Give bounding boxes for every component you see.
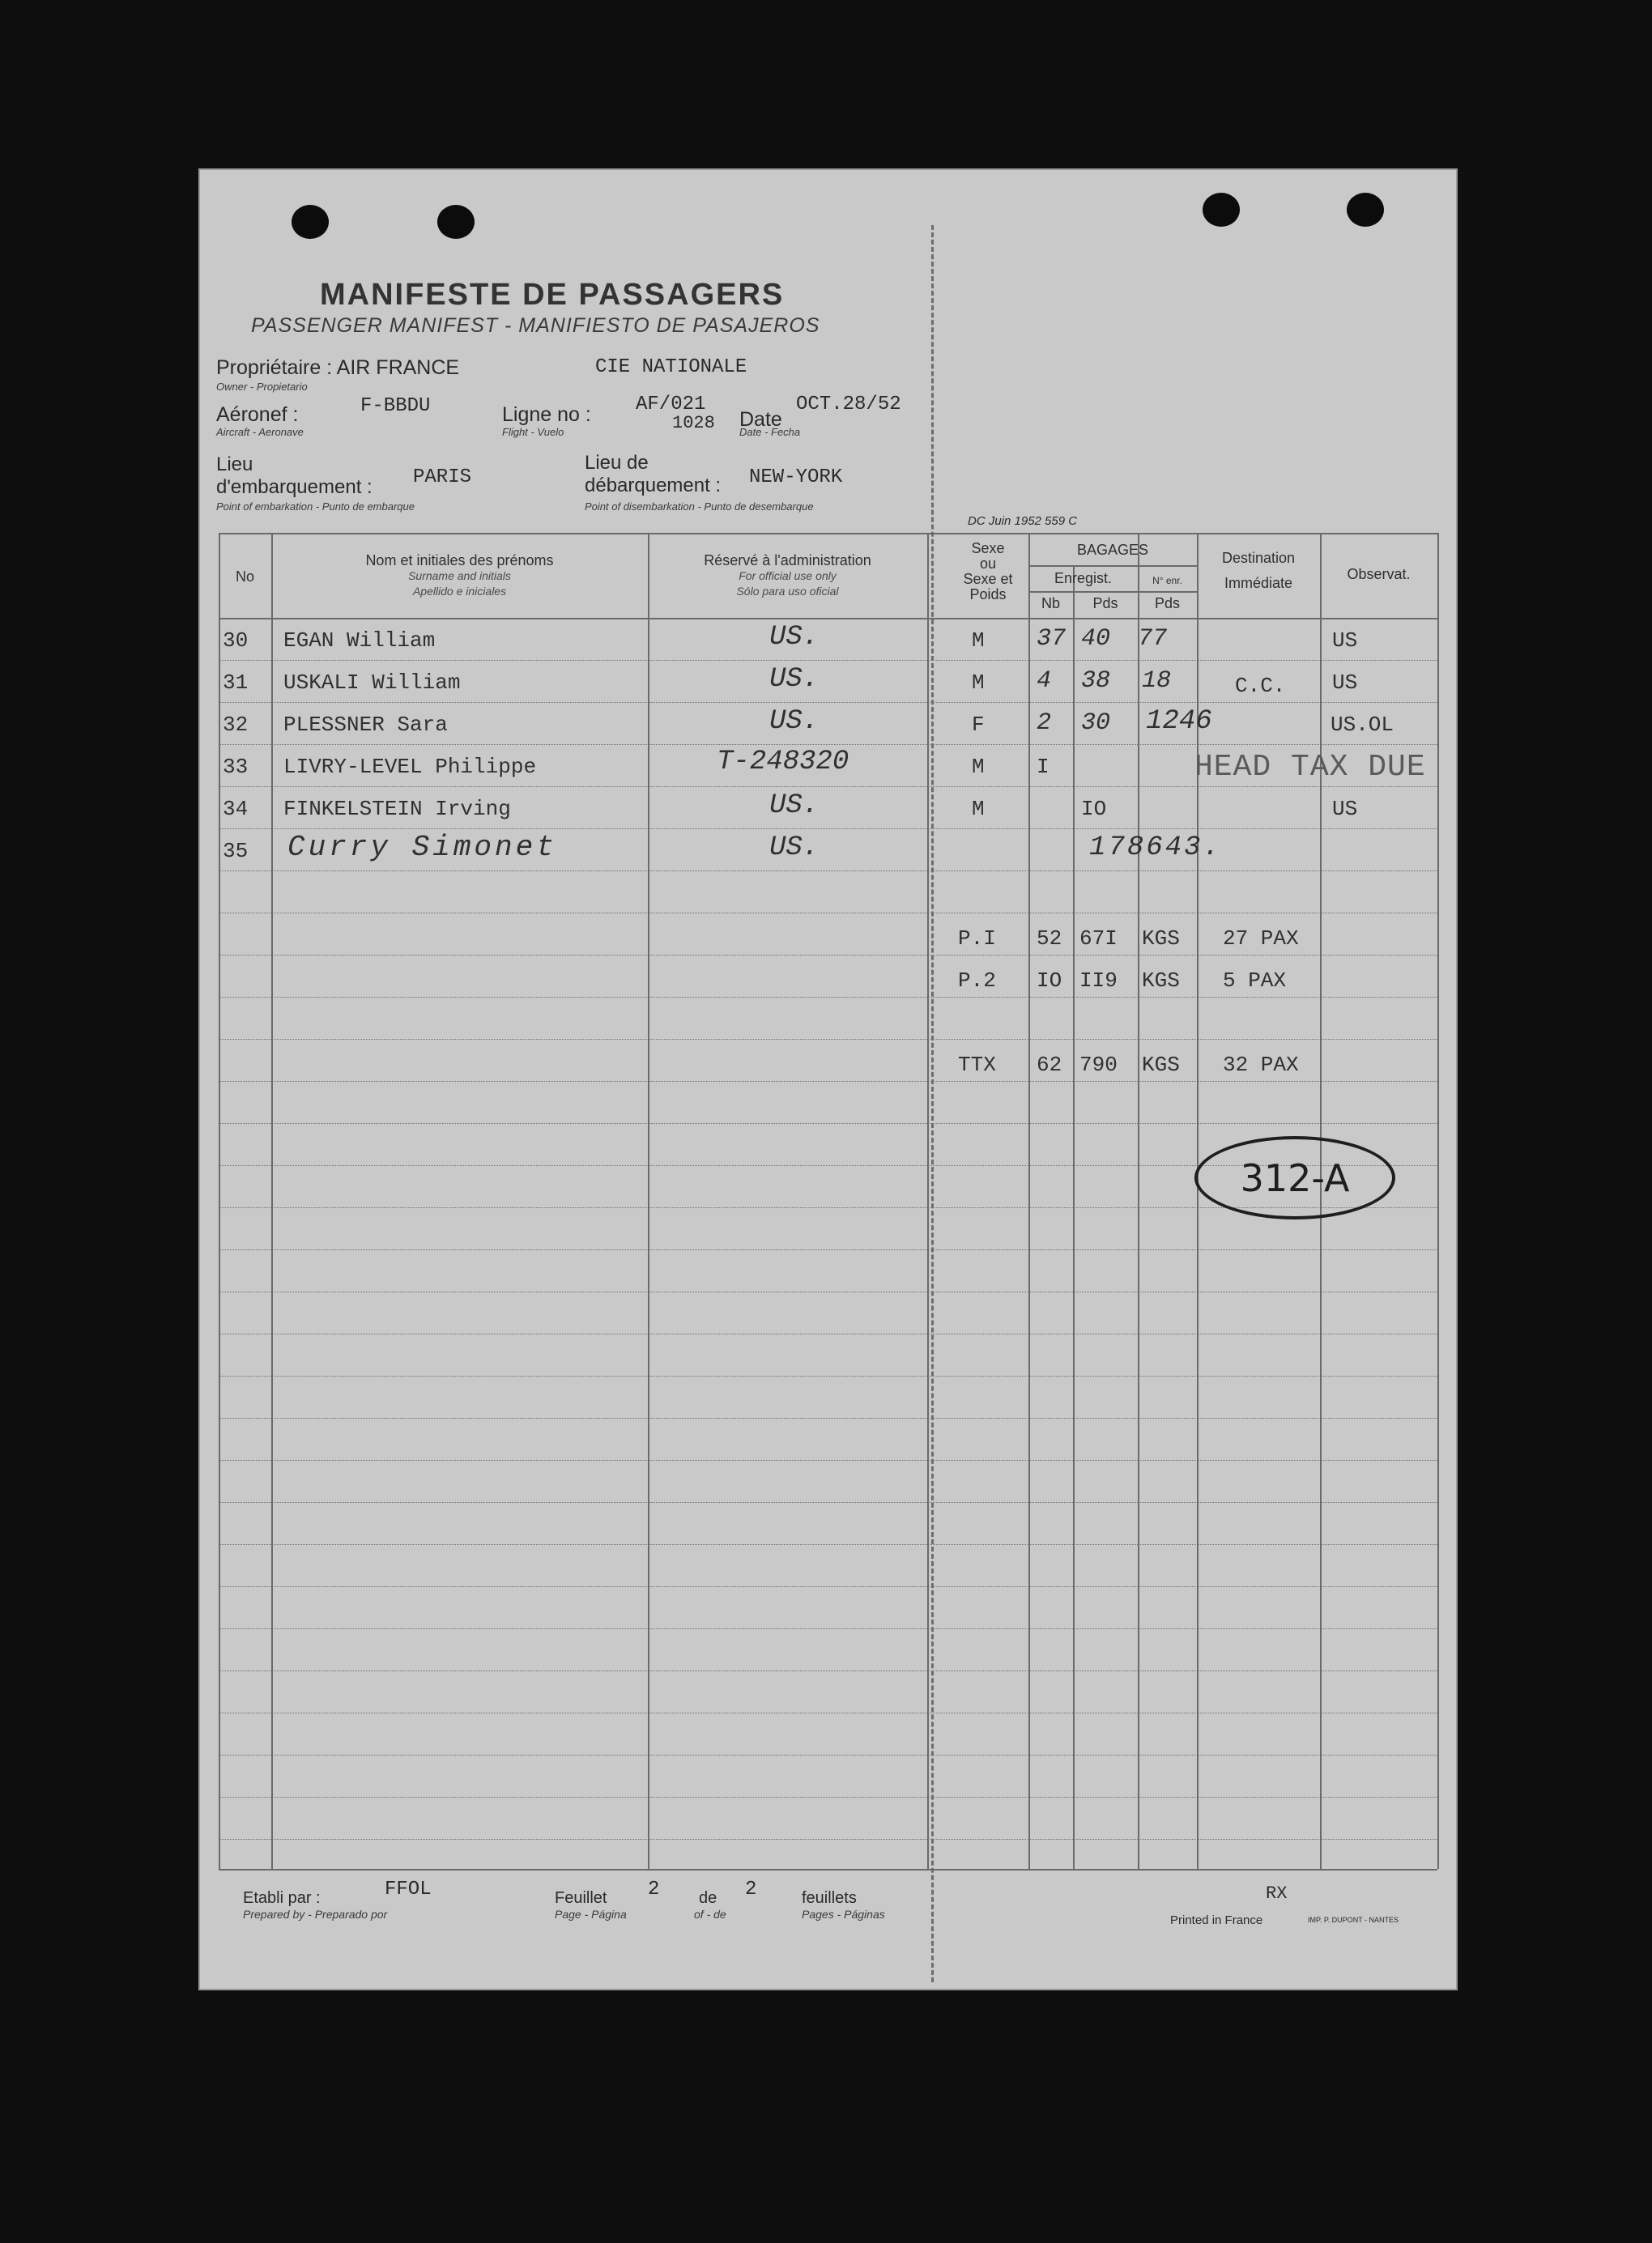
total-label: P.2 [958, 968, 996, 993]
date-value: OCT.28/52 [796, 394, 901, 415]
row-no: 32 [223, 713, 249, 737]
header-excess: N° enr. [1152, 575, 1182, 586]
row-extra: 1246 [1146, 706, 1212, 737]
date-sub: Date - Fecha [739, 426, 801, 438]
row-admin: US. [769, 832, 820, 863]
form-title: MANIFESTE DE PASSAGERS [320, 278, 785, 312]
disembark-sub: Point of disembarkation - Punto de desembarque [585, 500, 814, 513]
header-nb: Nb [1041, 595, 1060, 611]
row-no: 30 [223, 628, 249, 653]
owner-label: Propriétaire : AIR FRANCE [216, 356, 460, 379]
row-admin: US. [769, 790, 820, 821]
row-admin: US. [769, 706, 820, 737]
row-nb: I [1037, 755, 1050, 779]
header-admin: Réservé à l'administration For official use only Sólo para uso oficial [704, 552, 871, 598]
row-dest: C.C. [1235, 674, 1286, 698]
header-excess-pds: Pds [1154, 595, 1181, 611]
disembark-label-2: débarquement : [585, 475, 722, 496]
header-sex: Sexe ou Sexe et Poids [963, 540, 1013, 602]
manifest-sheet [198, 168, 1458, 1990]
row-pds: 40 [1081, 625, 1111, 653]
header-pds: Pds [1092, 595, 1118, 611]
flight-sub: Flight - Vuelo [502, 426, 564, 438]
row-name: FINKELSTEIN Irving [283, 797, 511, 821]
total-nb: 52 [1037, 926, 1062, 951]
header-destination: Destination Immédiate [1221, 550, 1296, 591]
header-baggage: BAGAGES [1076, 542, 1149, 558]
row-obs: US [1332, 670, 1358, 695]
row-obs: US.OL [1331, 713, 1394, 737]
embark-label-2: d'embarquement : [216, 476, 373, 498]
row-name: USKALI William [283, 670, 461, 695]
date-label: Date [739, 408, 782, 431]
row-name: EGAN William [283, 628, 436, 653]
flight-value-2: 1028 [672, 413, 715, 433]
embark-sub: Point of embarkation - Punto de embarque [216, 500, 415, 513]
row-no: 35 [223, 839, 249, 863]
row-sex: F [972, 713, 985, 737]
printed-in: Printed in France [1170, 1913, 1263, 1927]
total-pax: 32 PAX [1223, 1053, 1299, 1077]
prepared-label: Etabli par : [243, 1889, 321, 1907]
row-nb: 4 [1037, 667, 1052, 695]
pages-sub: Pages - Páginas [802, 1908, 885, 1921]
row-sex: M [972, 628, 985, 653]
row-pds: 38 [1081, 667, 1111, 695]
total-pds: II9 [1079, 968, 1118, 993]
sheet-label: Feuillet [555, 1889, 607, 1907]
row-no: 33 [223, 755, 249, 779]
row-admin: T-248320 [717, 747, 849, 777]
rx-mark: RX [1266, 1883, 1288, 1904]
of-value: 2 [745, 1879, 757, 1900]
page-sub: Page - Página [555, 1908, 627, 1921]
total-unit: KGS [1142, 1053, 1180, 1077]
flight-value: AF/021 [636, 394, 706, 415]
total-pds: 790 [1079, 1053, 1118, 1077]
disembark-value: NEW-YORK [749, 466, 843, 488]
row-name: PLESSNER Sara [283, 713, 448, 737]
form-code: DC Juin 1952 559 C [968, 514, 1078, 528]
of-label: de [699, 1889, 717, 1907]
header-name: Nom et initiales des prénoms Surname and initials Apellido e iniciales [365, 552, 554, 598]
form-subtitle: PASSENGER MANIFEST - MANIFIESTO DE PASAJEROS [251, 314, 820, 337]
punch-hole [1203, 193, 1240, 227]
total-pds: 67I [1079, 926, 1118, 951]
reference-number: 312-A [1240, 1156, 1350, 1200]
total-nb: 62 [1037, 1053, 1062, 1077]
disembark-label: Lieu de [585, 452, 649, 474]
row-extra: 178643. [1089, 832, 1222, 863]
row-extra: 18 [1142, 667, 1172, 695]
row-sex: M [972, 670, 985, 695]
reference-oval [1194, 1136, 1395, 1219]
owner-sub: Owner - Propietario [216, 381, 308, 393]
row-nb: 37 [1037, 625, 1067, 653]
row-obs: US [1332, 797, 1358, 821]
row-pds: 30 [1081, 709, 1111, 737]
aircraft-value: F-BBDU [360, 395, 431, 417]
row-sex: M [972, 797, 985, 821]
owner-value: CIE NATIONALE [595, 356, 747, 378]
row-no: 31 [223, 670, 249, 695]
total-label: P.I [958, 926, 996, 951]
of-sub: of - de [694, 1908, 726, 1921]
embark-value: PARIS [413, 466, 472, 488]
sheet-value: 2 [648, 1879, 660, 1900]
total-unit: KGS [1142, 926, 1180, 951]
row-no: 34 [223, 797, 249, 821]
row-sex: M [972, 755, 985, 779]
header-registered: Enregist. [1054, 570, 1113, 586]
total-pax: 27 PAX [1223, 926, 1299, 951]
punch-hole [292, 205, 329, 239]
total-label: TTX [958, 1053, 996, 1077]
row-extra: 77 [1138, 625, 1168, 653]
punch-hole [437, 205, 475, 239]
sheets-label: feuillets [802, 1889, 857, 1907]
prepared-value: FFOL [385, 1879, 432, 1900]
total-pax: 5 PAX [1223, 968, 1287, 993]
punch-hole [1347, 193, 1384, 227]
row-name: Curry Simonet [287, 831, 557, 864]
head-tax-stamp: HEAD TAX DUE [1194, 750, 1426, 785]
embark-label: Lieu [216, 453, 253, 475]
row-name: LIVRY-LEVEL Philippe [283, 755, 537, 779]
header-observ: Observat. [1347, 566, 1411, 582]
aircraft-sub: Aircraft - Aeronave [216, 426, 304, 438]
row-admin: US. [769, 622, 820, 653]
printer-name: IMP. P. DUPONT - NANTES [1308, 1916, 1399, 1924]
prepared-sub: Prepared by - Preparado por [243, 1908, 388, 1921]
row-admin: US. [769, 664, 820, 695]
flight-label: Ligne no : [502, 403, 591, 426]
row-pds: IO [1081, 797, 1107, 821]
row-nb: 2 [1037, 709, 1052, 737]
aircraft-label: Aéronef : [216, 403, 299, 426]
row-obs: US [1332, 628, 1358, 653]
header-no: No [235, 568, 254, 585]
total-unit: KGS [1142, 968, 1180, 993]
perforation-line [931, 225, 934, 1982]
total-nb: IO [1037, 968, 1062, 993]
